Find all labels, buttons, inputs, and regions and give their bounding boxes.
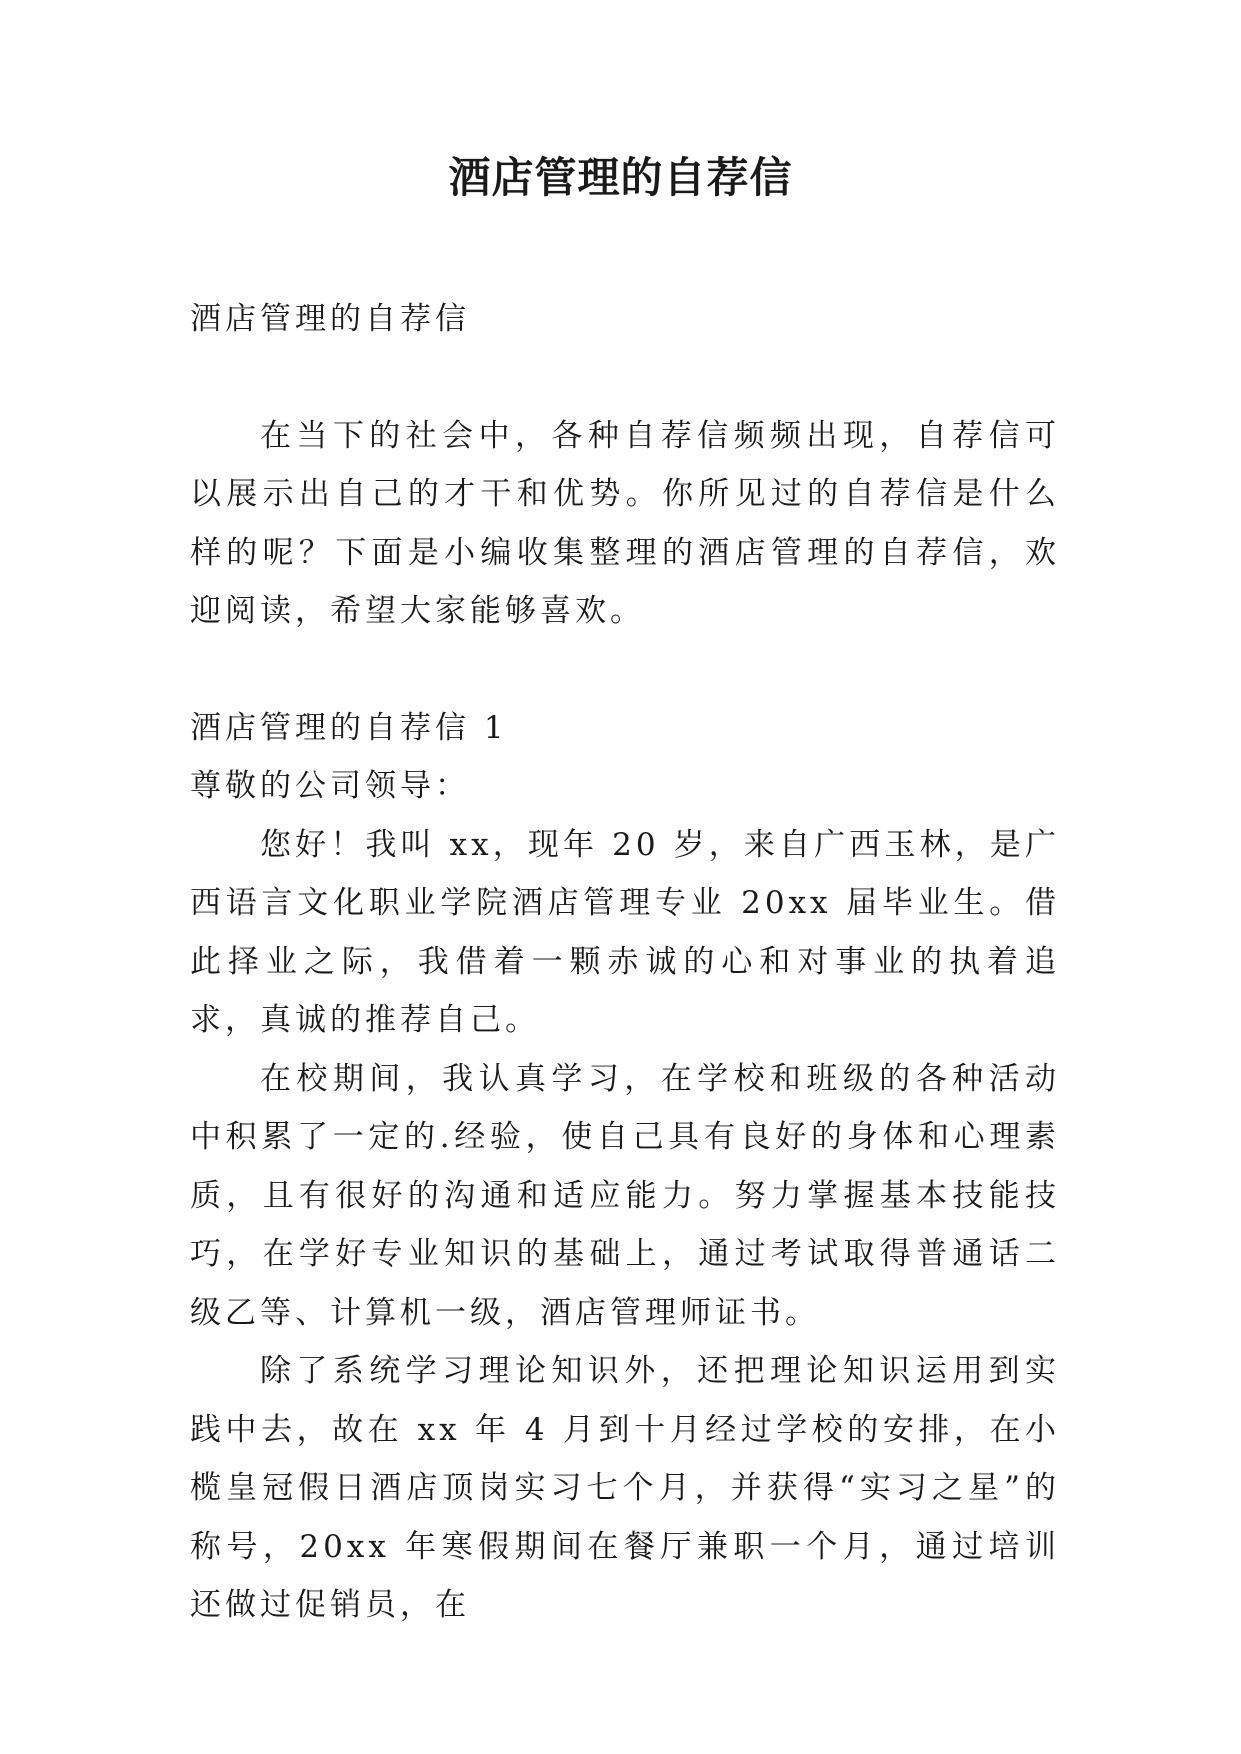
document-subtitle: 酒店管理的自荐信 (190, 301, 470, 337)
body-paragraph: 在校期间，我认真学习，在学校和班级的各种活动中积累了一定的.经验，使自己具有良好的身体和心理素质，且有很好的沟通和适应能力。努力掌握基本技能技巧，在学好专业知识的基础上，通过考试取得普通话二级乙等、计算机一级，酒店管理师证书。 (190, 1060, 1060, 1331)
letter-heading: 酒店管理的自荐信 1 (190, 709, 508, 746)
body-paragraph: 您好！我叫 xx，现年 20 岁，来自广西玉林，是广西语言文化职业学院酒店管理专业 20xx 届毕业生。借此择业之际，我借着一颗赤诚的心和对事业的执着追求，真诚的推荐自己。 (190, 826, 1060, 1038)
document-title: 酒店管理的自荐信 (448, 153, 793, 202)
intro-paragraph: 在当下的社会中，各种自荐信频频出现，自荐信可以展示出自己的才干和优势。你所见过的自荐信是什么样的呢？下面是小编收集整理的酒店管理的自荐信，欢迎阅读，希望大家能够喜欢。 (190, 417, 1060, 629)
document-body (190, 290, 1060, 1635)
salutation: 尊敬的公司领导： (190, 768, 470, 804)
body-paragraph: 除了系统学习理论知识外，还把理论知识运用到实践中去，故在 xx 年 4 月到十月经过学校的安排，在小榄皇冠假日酒店顶岗实习七个月，并获得“实习之星”的称号，20xx 年寒假期间在餐厅兼职一个月，通过培训还做过促销员，在 (190, 1353, 1060, 1623)
